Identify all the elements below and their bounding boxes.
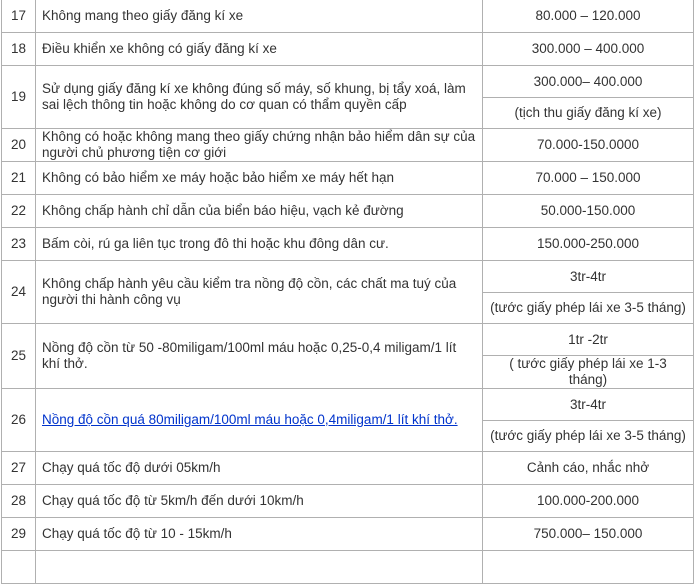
fine-amount: 150.000-250.000 <box>483 228 694 261</box>
table-row <box>2 324 694 356</box>
violation-description: Bấm còi, rú ga liên tục trong đô thi hoặc khu đông dân cư. <box>36 228 483 261</box>
violation-description: Không mang theo giấy đăng kí xe <box>36 0 483 33</box>
row-number: 25 <box>2 324 36 389</box>
table-row <box>2 129 694 162</box>
fine-amount: 300.000 – 400.000 <box>483 33 694 66</box>
row-number: 17 <box>2 0 36 33</box>
violation-description: Sử dụng giấy đăng kí xe không đúng số máy, số khung, bị tẩy xoá, làm sai lệch thông tin hoặc không do cơ quan có thẩm quyền cấp <box>36 66 483 129</box>
row-number: 27 <box>2 452 36 485</box>
violation-description: Không chấp hành chỉ dẫn của biển báo hiệu, vạch kẻ đường <box>36 195 483 228</box>
table-row <box>2 66 694 98</box>
violation-description-cell <box>36 389 483 452</box>
row-number: 19 <box>2 66 36 129</box>
row-number: 24 <box>2 261 36 324</box>
table-row <box>2 0 694 33</box>
row-number: 29 <box>2 518 36 551</box>
violation-description <box>36 551 483 584</box>
violation-description: Không chấp hành yêu cầu kiểm tra nồng độ cồn, các chất ma tuý của người thi hành công vụ <box>36 261 483 324</box>
fine-amount: 300.000– 400.000 <box>483 66 694 98</box>
fine-amount: 80.000 – 120.000 <box>483 0 694 33</box>
fine-amount: 1tr -2tr <box>483 324 694 356</box>
drunk-driving-article-link[interactable]: Nồng độ cồn quá 80miligam/100ml máu hoặc 0,4miligam/1 lít khí thở. <box>42 412 458 427</box>
fine-penalty-note: (tước giấy phép lái xe 3-5 tháng) <box>483 293 694 324</box>
fine-amount: 50.000-150.000 <box>483 195 694 228</box>
fine-penalty-note: ( tước giấy phép lái xe 1-3 tháng) <box>483 356 694 389</box>
row-number: 21 <box>2 162 36 195</box>
fine-penalty-note: (tước giấy phép lái xe 3-5 tháng) <box>483 421 694 452</box>
table-row <box>2 551 694 584</box>
table-row <box>2 518 694 551</box>
row-number: 23 <box>2 228 36 261</box>
row-number <box>2 551 36 584</box>
table-row <box>2 452 694 485</box>
table-row <box>2 261 694 293</box>
table-row <box>2 162 694 195</box>
violation-description: Không có bảo hiểm xe máy hoặc bảo hiểm xe máy hết hạn <box>36 162 483 195</box>
fine-amount: Cảnh cáo, nhắc nhở <box>483 452 694 485</box>
fine-amount: 750.000– 150.000 <box>483 518 694 551</box>
table-row <box>2 195 694 228</box>
fine-amount: 3tr-4tr <box>483 261 694 293</box>
fine-amount: 70.000-150.0000 <box>483 129 694 162</box>
violation-description: Chạy quá tốc độ từ 5km/h đến dưới 10km/h <box>36 485 483 518</box>
table-row <box>2 33 694 66</box>
traffic-fines-table <box>1 0 694 584</box>
violation-description: Chạy quá tốc độ dưới 05km/h <box>36 452 483 485</box>
violation-description: Chạy quá tốc độ từ 10 - 15km/h <box>36 518 483 551</box>
fine-amount: 70.000 – 150.000 <box>483 162 694 195</box>
fine-amount: 3tr-4tr <box>483 389 694 421</box>
fine-amount <box>483 551 694 584</box>
row-number: 28 <box>2 485 36 518</box>
violation-description: Điều khiển xe không có giấy đăng kí xe <box>36 33 483 66</box>
table-row <box>2 389 694 421</box>
row-number: 18 <box>2 33 36 66</box>
fine-penalty-note: (tịch thu giấy đăng kí xe) <box>483 98 694 129</box>
row-number: 20 <box>2 129 36 162</box>
table-row <box>2 485 694 518</box>
fine-amount: 100.000-200.000 <box>483 485 694 518</box>
violation-description: Nồng độ cồn từ 50 -80miligam/100ml máu hoặc 0,25-0,4 miligam/1 lít khí thở. <box>36 324 483 389</box>
row-number: 22 <box>2 195 36 228</box>
violation-description: Không có hoặc không mang theo giấy chứng nhận bảo hiểm dân sự của người chủ phương tiện cơ giới <box>36 129 483 162</box>
table-row <box>2 228 694 261</box>
row-number: 26 <box>2 389 36 452</box>
